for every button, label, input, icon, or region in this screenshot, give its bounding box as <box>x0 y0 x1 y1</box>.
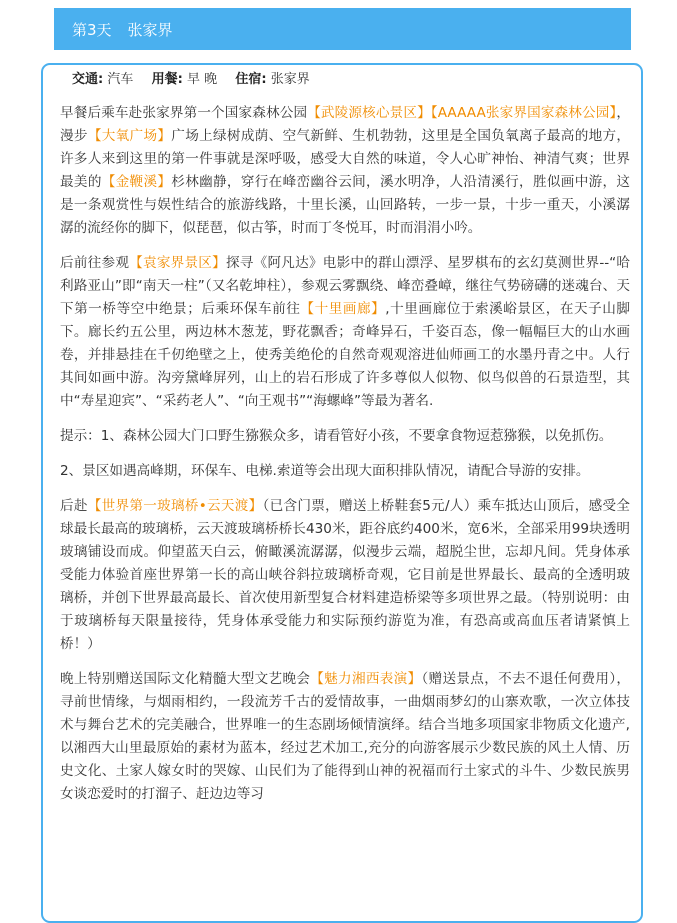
description-paragraph <box>60 425 630 448</box>
paragraph-text: 提示：1、森林公园大门口野生猕猴众多，请看管好小孩，不要拿食物逗惹猕猴，以免抓伤。 <box>60 428 613 444</box>
paragraph-text: ,十里画廊位于索溪峪景区，在天子山脚下。廊长约五公里，两边林木葱茏，野花飘香；奇峰异石，千姿百态，像一幅幅巨大的山水画卷，并排悬挂在千仞绝壁之上，使秀美绝伦的自然奇观观溶进仙师画工的水墨丹青之中。人行其间如画中游。沟旁黛峰屏列，山上的岩石形成了许多尊似人似物、似鸟似兽的石景造型，其中“寿星迎宾”、“采药老人”、“向王观书”“海螺峰”等最为著名. <box>60 301 631 409</box>
attraction-highlight: 【武陵源核心景区】 <box>307 105 431 121</box>
meals-label: 用餐: <box>151 72 183 87</box>
paragraph-text: 杉林幽静，穿行在峰峦幽谷云间，溪水明净，人沿清溪行，胜似画中游，这是一条观赏性与娱性结合的旅游线路，十里长溪，山回路转，一步一景，十步一重天，小溪潺潺的流经你的脚下，似琵琶，似古筝，时而丁冬悦耳，时而涓涓小吟。 <box>60 174 631 236</box>
hotel-label: 住宿: <box>235 72 267 87</box>
hotel-value: 张家界 <box>270 72 310 87</box>
transport-value: 汽车 <box>107 72 134 87</box>
paragraph-text: 晚上特别赠送国际文化精髓大型文艺晚会 <box>60 671 311 687</box>
itinerary-description <box>60 102 630 818</box>
day-header-bar <box>54 8 631 50</box>
description-paragraph <box>60 252 630 413</box>
description-paragraph <box>60 460 630 483</box>
paragraph-text: 后赴 <box>60 498 88 514</box>
paragraph-text: ，漫步 <box>60 105 631 144</box>
meals-value: 早 晚 <box>186 72 218 87</box>
attraction-highlight: 【大氧广场】 <box>87 128 172 144</box>
transport-label: 交通: <box>72 72 104 87</box>
paragraph-text: 后前往参观 <box>60 255 130 271</box>
attraction-highlight: 【金鞭溪】 <box>101 174 172 190</box>
description-paragraph <box>60 102 630 240</box>
paragraph-text: （已含门票，赠送上桥鞋套5元/人）乘车抵达山顶后，感受全球最长最高的玻璃桥，云天渡玻璃桥桥长430米，距谷底约400米，宽6米，全部采用99块透明玻璃铺设而成。仰望蓝天白云，俯瞰溪流潺潺，似漫步云端，超脱尘世，忘却凡间。凭身体承受能力体验首座世界第一长的高山峡谷斜拉玻璃桥奇观，它目前是世界最长、最高的全透明玻璃桥，并创下世界最高最长、首次使用新型复合材料建造桥梁等多项世界之最。（特别说明：由于玻璃桥每天限量接待，凭身体承受能力和实际预约游览为准，有恐高或高血压者请紧慎上桥！） <box>60 498 630 652</box>
day-number: 第3天 <box>72 20 112 39</box>
paragraph-text: 探寻《阿凡达》电影中的群山漂浮、星罗棋布的玄幻莫测世界--“哈利路亚山”即“南天一柱”（又名乾坤柱），参观云雾飘绕、峰峦叠嶂，继往气势磅礴的迷魂台、天下第一桥等空中绝景；后乘环保车前往 <box>60 255 631 317</box>
attraction-highlight: 【十里画廊】 <box>300 301 386 317</box>
attraction-highlight: 【AAAAA张家界国家森林公园】 <box>430 105 617 121</box>
day-city: 张家界 <box>127 20 173 39</box>
paragraph-text: 广场上绿树成荫、空气新鲜、生机勃勃，这里是全国负氧离子最高的地方，许多人来到这里的第一件事就是深呼吸，感受大自然的味道，令人心旷神怡、神清气爽；世界最美的 <box>60 128 631 190</box>
paragraph-text: 2、景区如遇高峰期，环保车、电梯.索道等会出现大面积排队情况，请配合导游的安排。 <box>60 463 590 479</box>
description-paragraph <box>60 668 630 806</box>
attraction-highlight: 【世界第一玻璃桥•云天渡】 <box>87 498 263 514</box>
attraction-highlight: 【袁家界景区】 <box>129 255 226 271</box>
description-paragraph <box>60 495 630 656</box>
trip-info-row <box>72 70 632 90</box>
paragraph-text: 早餐后乘车赴张家界第一个国家森林公园 <box>60 105 308 121</box>
attraction-highlight: 【魅力湘西表演】 <box>310 671 422 687</box>
paragraph-text: （赠送景点，不去不退任何费用），寻前世情缘，与烟雨相约，一段流芳千古的爱情故事，一曲烟雨梦幻的山寨欢歌，一次立体技术与舞台艺术的完美融合，世界唯一的生态剧场倾情演绎。结合当地多项国家非物质文化遗产,以湘西大山里最原始的素材为蓝本，经过艺术加工,充分的向游客展示少数民族的风土人情、历史文化、土家人嫁女时的哭嫁、山民们为了能得到山神的祝福而行土家式的斗牛、少数民族男女谈恋爱时的打溜子、赶边边等习 <box>60 671 631 802</box>
